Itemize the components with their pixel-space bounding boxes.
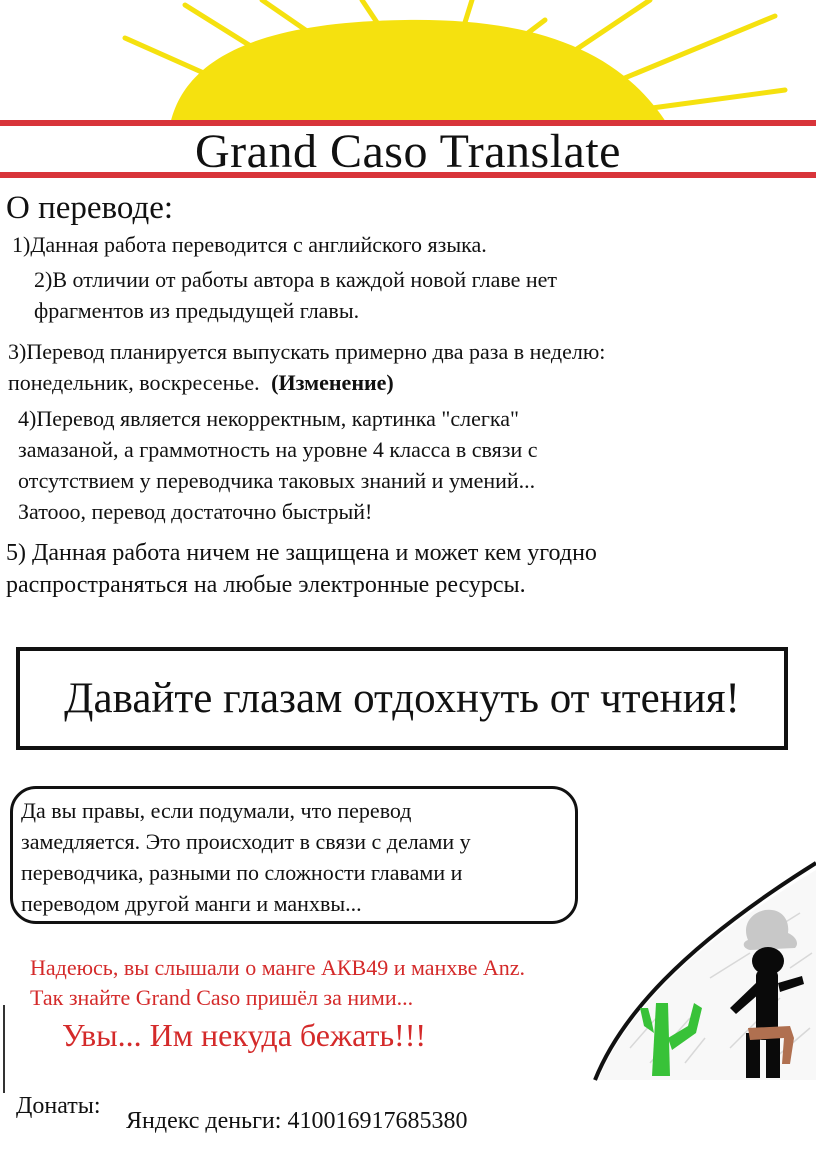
promo-line: Надеюсь, вы слышали о манге АКВ49 и манхве Anz.	[30, 955, 525, 980]
margin-divider	[3, 1005, 5, 1093]
notice-line: переводом другой манги и манхвы...	[21, 891, 362, 916]
about-point-2-line: 2)В отличии от работы автора в каждой новой главе нет	[34, 267, 558, 292]
slowdown-notice	[10, 786, 578, 924]
sun-illustration	[0, 0, 816, 125]
about-point-2-line: фрагментов из предыдущей главы.	[34, 298, 360, 323]
about-point-4-line: 4)Перевод является некорректным, картинка "слегка"	[18, 406, 519, 431]
rest-eyes-text: Давайте глазам отдохнуть от чтения!	[64, 675, 740, 722]
about-point-5	[6, 537, 597, 601]
about-point-4-line: замазаной, а граммотность на уровне 4 класса в связи с	[18, 437, 538, 462]
about-point-3-days: понедельник, воскресенье.	[8, 370, 260, 395]
about-point-3-change-note: (Изменение)	[271, 370, 394, 395]
about-point-4-line: отсутствием у переводчика таковых знаний и умений...	[18, 468, 536, 493]
about-point-3	[8, 336, 605, 398]
about-point-2	[34, 264, 557, 326]
about-point-5-line: 5) Данная работа ничем не защищена и может кем угодно	[6, 540, 597, 566]
about-point-1-text: 1)Данная работа переводится с английского языка.	[12, 232, 487, 257]
about-heading: О переводе:	[6, 190, 174, 226]
notice-line: Да вы правы, если подумали, что перевод	[21, 798, 412, 823]
notice-line: замедляется. Это происходит в связи с делами у	[21, 829, 471, 854]
donations-label: Донаты:	[16, 1093, 101, 1119]
about-point-1	[12, 229, 487, 260]
about-point-3-line	[8, 367, 605, 398]
about-point-3-line: 3)Перевод планируется выпускать примерно два раза в неделю:	[8, 339, 606, 364]
about-point-4	[18, 403, 538, 527]
promo-text	[30, 953, 525, 1013]
notice-line: переводчика, разными по сложности главами и	[21, 860, 463, 885]
rest-eyes-box	[16, 647, 788, 750]
about-point-5-line: распространяться на любые электронные ресурсы.	[6, 572, 526, 598]
site-title: Grand Caso Translate	[195, 125, 621, 178]
donations-yandex-money: Яндекс деньги: 410016917685380	[126, 1108, 468, 1134]
promo-tagline: Увы... Им некуда бежать!!!	[62, 1017, 426, 1053]
promo-line: Так знайте Grand Caso пришёл за ними...	[30, 985, 414, 1010]
mountain-figure-illustration	[590, 858, 816, 1083]
about-point-4-line: Затооо, перевод достаточно быстрый!	[18, 499, 373, 524]
